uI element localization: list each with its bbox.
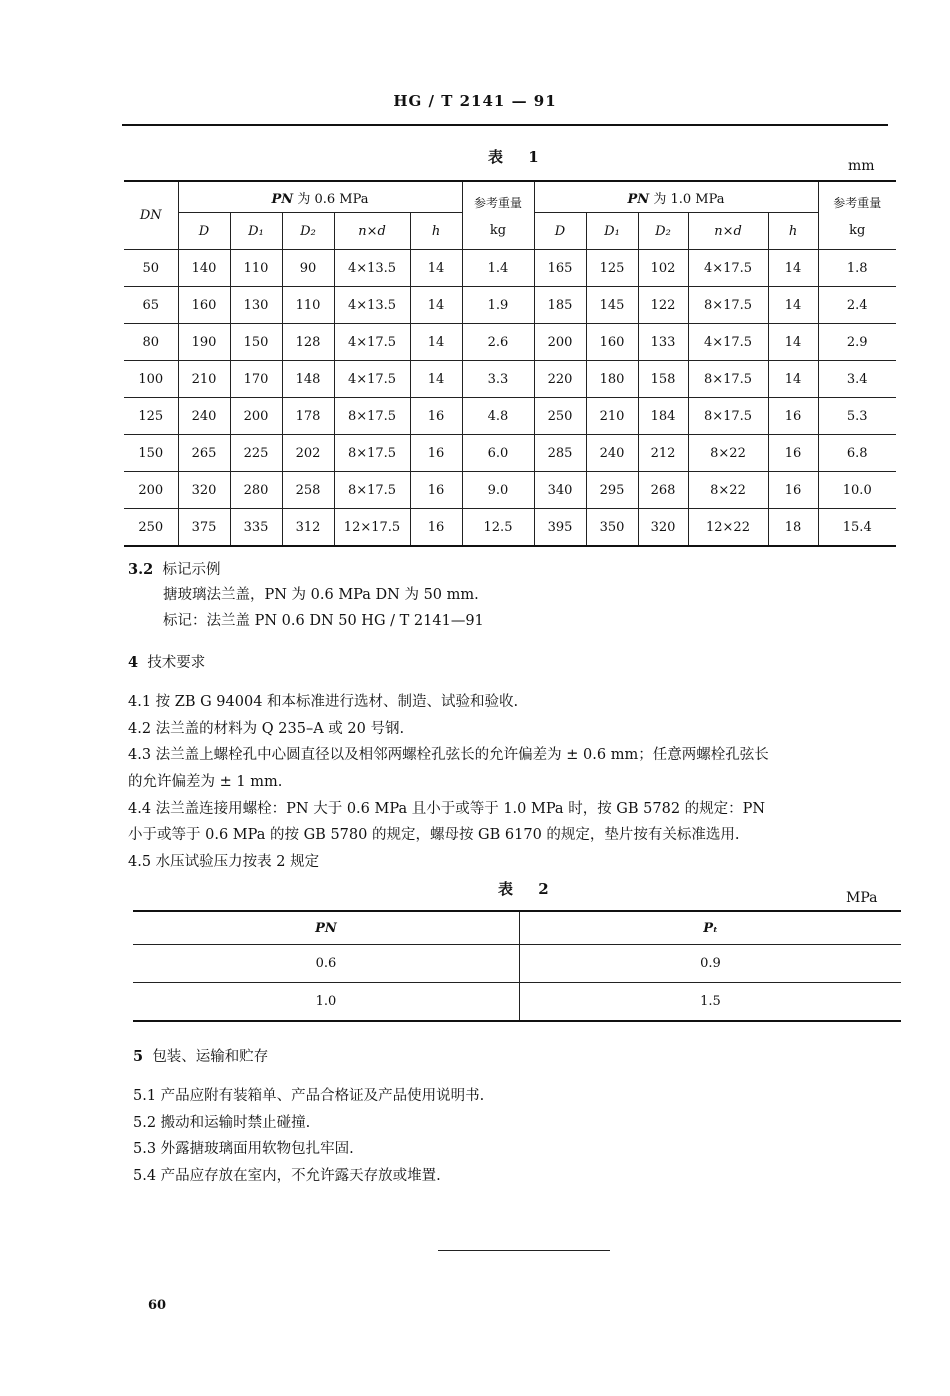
section-number: 5 xyxy=(133,1048,144,1065)
cell: 148 xyxy=(282,361,334,398)
cell: 8×22 xyxy=(688,435,768,472)
cell: 145 xyxy=(586,287,638,324)
cell: 320 xyxy=(638,509,688,547)
cell: 128 xyxy=(282,324,334,361)
table-row xyxy=(124,398,896,435)
table-row xyxy=(124,435,896,472)
cell: 125 xyxy=(586,250,638,287)
weight-label-10: 参考重量 xyxy=(833,195,882,210)
cell: 200 xyxy=(534,324,586,361)
marking-example-line: 搪玻璃法兰盖，PN 为 0.6 MPa DN 为 50 mm. xyxy=(163,587,479,603)
cell: 250 xyxy=(124,509,178,547)
cell: 285 xyxy=(534,435,586,472)
cell: 202 xyxy=(282,435,334,472)
clause-5-1: 5.1 产品应附有装箱单、产品合格证及产品使用说明书. xyxy=(133,1088,485,1104)
weight-header-10 xyxy=(818,181,896,250)
clause-5-2: 5.2 搬动和运输时禁止碰撞. xyxy=(133,1115,311,1131)
clause-4-4-line1: 4.4 法兰盖连接用螺栓：PN 大于 0.6 MPa 且小于或等于 1.0 MPa 时，按 GB 5782 的规定：PN xyxy=(128,801,766,817)
cell: 220 xyxy=(534,361,586,398)
cell: 8×17.5 xyxy=(334,435,410,472)
table-row xyxy=(124,361,896,398)
cell: 160 xyxy=(586,324,638,361)
section-title: 标记示例 xyxy=(162,562,221,578)
cell: 160 xyxy=(178,287,230,324)
cell: 16 xyxy=(410,472,462,509)
cell: 130 xyxy=(230,287,282,324)
table-row xyxy=(124,250,896,287)
cell: 1.4 xyxy=(462,250,534,287)
cell: 10.0 xyxy=(818,472,896,509)
clause-5-4: 5.4 产品应存放在室内，不允许露天存放或堆置. xyxy=(133,1168,441,1184)
cell: 8×17.5 xyxy=(688,361,768,398)
cell: 240 xyxy=(178,398,230,435)
cell: 18 xyxy=(768,509,818,547)
cell: 2.6 xyxy=(462,324,534,361)
sub-d1-b: D₁ xyxy=(586,213,638,250)
cell: 320 xyxy=(178,472,230,509)
cell: 3.3 xyxy=(462,361,534,398)
cell: 8×17.5 xyxy=(334,472,410,509)
cell: 14 xyxy=(410,324,462,361)
cell: 250 xyxy=(534,398,586,435)
cell: 1.9 xyxy=(462,287,534,324)
weight-label-06: 参考重量 xyxy=(473,195,522,210)
cell: 212 xyxy=(638,435,688,472)
cell: 5.3 xyxy=(818,398,896,435)
clause-4-1: 4.1 按 ZB G 94004 和本标准进行选材、制造、试验和验收. xyxy=(128,694,519,710)
cell: 110 xyxy=(282,287,334,324)
document-header: HG / T 2141 — 91 xyxy=(393,92,557,110)
cell: 16 xyxy=(410,509,462,547)
cell: 133 xyxy=(638,324,688,361)
clause-4-5: 4.5 水压试验压力按表 2 规定 xyxy=(128,854,320,870)
cell: 65 xyxy=(124,287,178,324)
cell: 184 xyxy=(638,398,688,435)
cell: 395 xyxy=(534,509,586,547)
cell: 4.8 xyxy=(462,398,534,435)
end-rule xyxy=(438,1250,610,1251)
cell: 200 xyxy=(124,472,178,509)
table1 xyxy=(124,180,896,547)
table-row xyxy=(124,509,896,547)
cell: 268 xyxy=(638,472,688,509)
cell: 15.4 xyxy=(818,509,896,547)
weight-header-06 xyxy=(462,181,534,250)
cell: 375 xyxy=(178,509,230,547)
cell: 4×17.5 xyxy=(334,324,410,361)
page-number: 60 xyxy=(148,1298,167,1313)
cell: 4×17.5 xyxy=(688,324,768,361)
table1-caption: 表 1 xyxy=(488,148,549,166)
section-4-heading xyxy=(128,652,205,674)
section-3-2-heading xyxy=(128,559,220,581)
cell: 14 xyxy=(768,324,818,361)
table2-caption: 表 2 xyxy=(498,880,559,898)
group-pn10-header: PN 为 1.0 MPa xyxy=(534,181,818,213)
cell: 185 xyxy=(534,287,586,324)
table2-unit: MPa xyxy=(846,890,878,906)
section-5-heading xyxy=(133,1046,268,1068)
table-row xyxy=(133,983,901,1022)
cell: 8×17.5 xyxy=(688,287,768,324)
cell: 225 xyxy=(230,435,282,472)
cell: 8×22 xyxy=(688,472,768,509)
sub-nxd: n×d xyxy=(334,213,410,250)
cell: 170 xyxy=(230,361,282,398)
cell: 12.5 xyxy=(462,509,534,547)
cell: 190 xyxy=(178,324,230,361)
cell: 140 xyxy=(178,250,230,287)
group-pn10-rest: 为 1.0 MPa xyxy=(649,191,725,207)
cell: 6.8 xyxy=(818,435,896,472)
sub-d2-b: D₂ xyxy=(638,213,688,250)
marking-designation-line: 标记：法兰盖 PN 0.6 DN 50 HG / T 2141—91 xyxy=(163,613,484,629)
cell: 6.0 xyxy=(462,435,534,472)
cell: 16 xyxy=(768,398,818,435)
cell: 4×17.5 xyxy=(688,250,768,287)
cell: 90 xyxy=(282,250,334,287)
sub-h-b: h xyxy=(768,213,818,250)
cell: 4×17.5 xyxy=(334,361,410,398)
cell: 14 xyxy=(410,287,462,324)
cell: 165 xyxy=(534,250,586,287)
clause-4-4-line2: 小于或等于 0.6 MPa 的按 GB 5780 的规定，螺母按 GB 6170 的规定，垫片按有关标准选用. xyxy=(128,827,740,843)
table-row xyxy=(124,324,896,361)
cell: 295 xyxy=(586,472,638,509)
cell: 335 xyxy=(230,509,282,547)
cell: 12×22 xyxy=(688,509,768,547)
cell: 1.0 xyxy=(133,983,520,1022)
cell: 150 xyxy=(124,435,178,472)
cell: 14 xyxy=(410,250,462,287)
cell: 210 xyxy=(586,398,638,435)
cell: 258 xyxy=(282,472,334,509)
cell: 1.8 xyxy=(818,250,896,287)
sub-d-b: D xyxy=(534,213,586,250)
clause-4-3-line1: 4.3 法兰盖上螺栓孔中心圆直径以及相邻两螺栓孔弦长的允许偏差为 ± 0.6 mm；任意两螺栓孔弦长 xyxy=(128,747,769,763)
cell: 125 xyxy=(124,398,178,435)
cell: 2.9 xyxy=(818,324,896,361)
cell: 240 xyxy=(586,435,638,472)
cell: 180 xyxy=(586,361,638,398)
cell: 200 xyxy=(230,398,282,435)
cell: 16 xyxy=(410,435,462,472)
cell: 9.0 xyxy=(462,472,534,509)
cell: 122 xyxy=(638,287,688,324)
cell: 12×17.5 xyxy=(334,509,410,547)
group-pn06-header: PN 为 0.6 MPa xyxy=(178,181,462,213)
cell: 100 xyxy=(124,361,178,398)
cell: 210 xyxy=(178,361,230,398)
cell: 16 xyxy=(768,435,818,472)
cell: 350 xyxy=(586,509,638,547)
cell: 14 xyxy=(410,361,462,398)
sub-nxd-b: n×d xyxy=(688,213,768,250)
table2-header-pn: PN xyxy=(133,911,520,945)
clause-4-2: 4.2 法兰盖的材料为 Q 235–A 或 20 号钢. xyxy=(128,721,405,737)
table2 xyxy=(133,910,901,1022)
cell: 0.6 xyxy=(133,945,520,983)
clause-5-3: 5.3 外露搪玻璃面用软物包扎牢固. xyxy=(133,1141,354,1157)
cell: 265 xyxy=(178,435,230,472)
section-number: 4 xyxy=(128,654,139,671)
cell: 8×17.5 xyxy=(688,398,768,435)
cell: 8×17.5 xyxy=(334,398,410,435)
cell: 158 xyxy=(638,361,688,398)
weight-unit-10: kg xyxy=(849,222,866,238)
cell: 3.4 xyxy=(818,361,896,398)
cell: 16 xyxy=(410,398,462,435)
section-number: 3.2 xyxy=(128,561,154,578)
cell: 80 xyxy=(124,324,178,361)
cell: 102 xyxy=(638,250,688,287)
header-rule xyxy=(122,124,888,126)
cell: 16 xyxy=(768,472,818,509)
cell: 1.5 xyxy=(520,983,902,1022)
table-row xyxy=(124,287,896,324)
group-pn06-rest: 为 0.6 MPa xyxy=(293,191,369,207)
sub-d1: D₁ xyxy=(230,213,282,250)
cell: 50 xyxy=(124,250,178,287)
cell: 150 xyxy=(230,324,282,361)
cell: 2.4 xyxy=(818,287,896,324)
cell: 0.9 xyxy=(520,945,902,983)
cell: 110 xyxy=(230,250,282,287)
cell: 340 xyxy=(534,472,586,509)
table2-header-pt: Pₜ xyxy=(520,911,902,945)
col-dn-header: DN xyxy=(124,181,178,250)
section-title: 技术要求 xyxy=(147,655,206,671)
table-row xyxy=(133,945,901,983)
cell: 4×13.5 xyxy=(334,287,410,324)
section-title: 包装、运输和贮存 xyxy=(152,1049,269,1065)
sub-h: h xyxy=(410,213,462,250)
cell: 14 xyxy=(768,250,818,287)
cell: 14 xyxy=(768,361,818,398)
cell: 178 xyxy=(282,398,334,435)
sub-d2: D₂ xyxy=(282,213,334,250)
cell: 14 xyxy=(768,287,818,324)
sub-d: D xyxy=(178,213,230,250)
weight-unit-06: kg xyxy=(489,222,507,238)
clause-4-3-line2: 的允许偏差为 ± 1 mm. xyxy=(128,774,283,790)
cell: 4×13.5 xyxy=(334,250,410,287)
cell: 312 xyxy=(282,509,334,547)
table1-unit: mm xyxy=(848,158,875,174)
cell: 280 xyxy=(230,472,282,509)
table-row xyxy=(124,472,896,509)
